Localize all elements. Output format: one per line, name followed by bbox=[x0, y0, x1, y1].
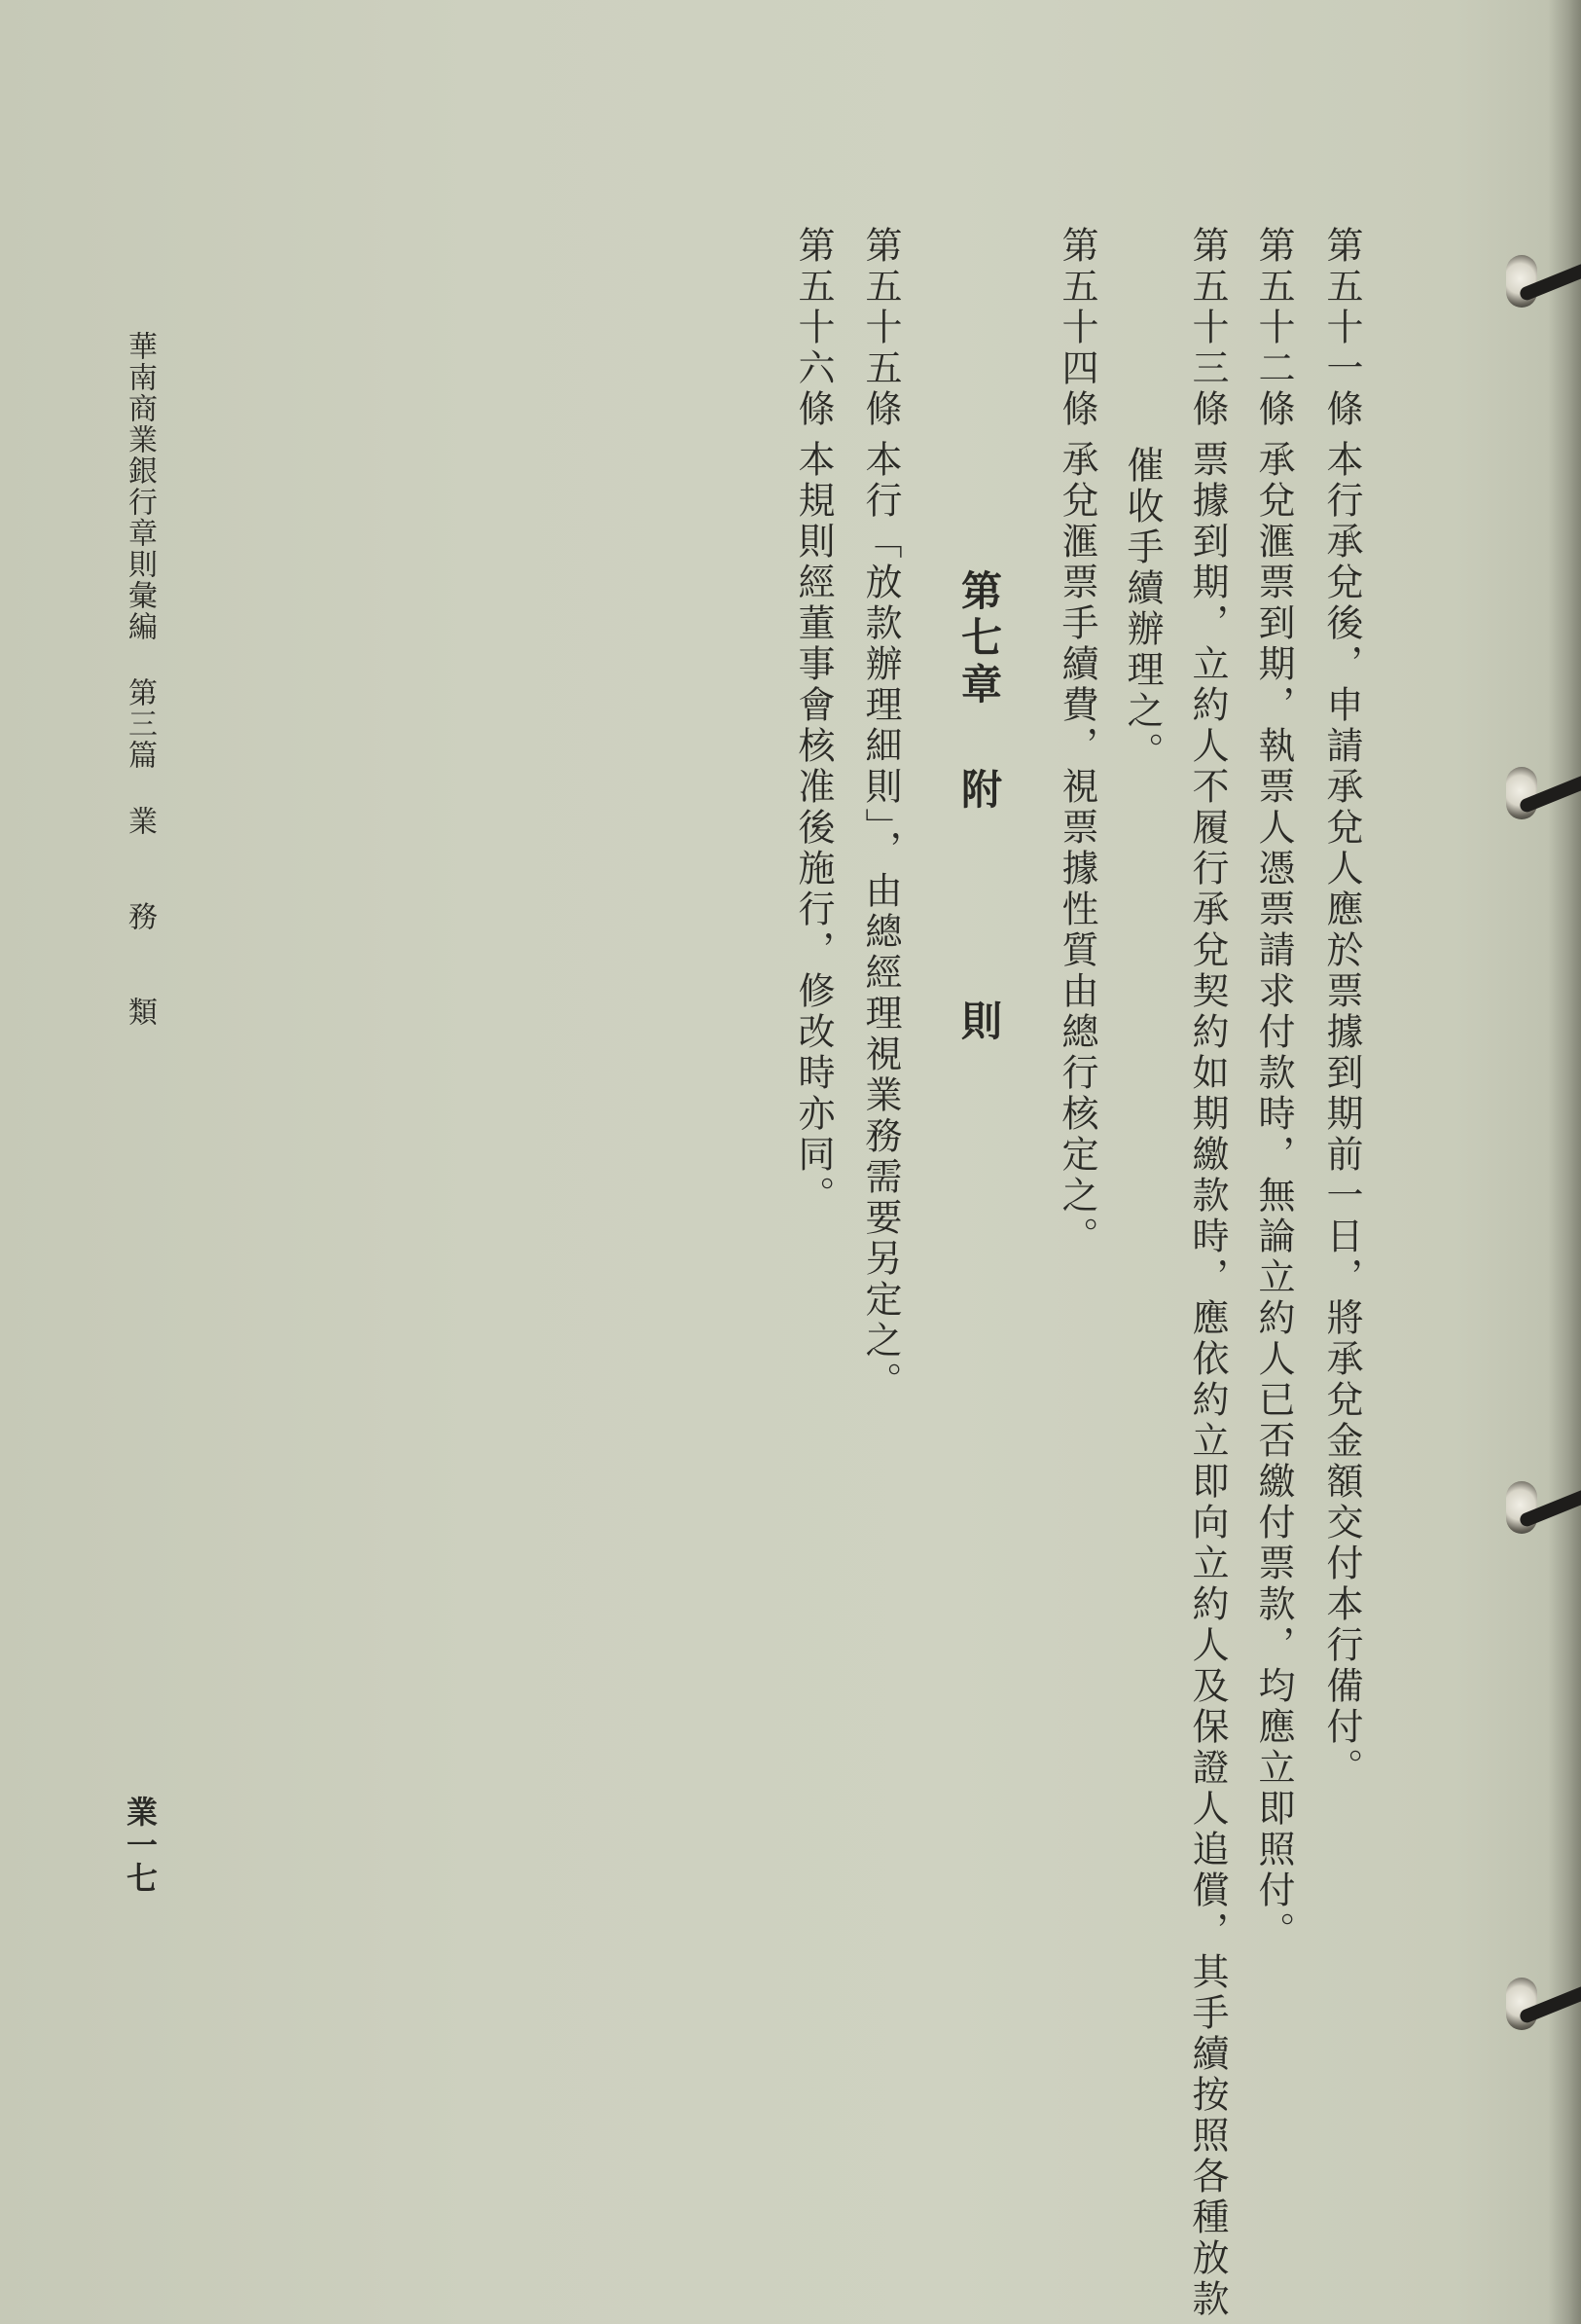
book-title: 華南商業銀行章則彙編 bbox=[123, 331, 157, 642]
chapter-title-char-2: 則 bbox=[955, 999, 1003, 1046]
chapter-number: 第七章 bbox=[955, 569, 1003, 709]
article-55 bbox=[859, 226, 902, 1402]
article-54 bbox=[1056, 226, 1098, 1257]
article-text: 本行「放款辦理細則」，由總經理視業務需要另定之。 bbox=[859, 440, 902, 1402]
page-number: 業一七 bbox=[122, 1796, 159, 1895]
article-text: 票據到期，立約人不履行承兌契約如期繳款時，應依約立即向立約人及保證人追償，其手續按照各種放款 bbox=[1186, 440, 1229, 2320]
chapter-title-char-1: 附 bbox=[955, 768, 1003, 815]
article-number: 第五十二條 bbox=[1252, 226, 1295, 430]
article-text: 承兌滙票手續費，視票據性質由總行核定之。 bbox=[1056, 440, 1098, 1257]
article-number: 第五十五條 bbox=[859, 226, 902, 430]
binding-hole bbox=[1506, 767, 1537, 819]
category-char-2: 務 bbox=[123, 901, 157, 932]
article-52 bbox=[1252, 226, 1295, 1952]
article-number: 第五十四條 bbox=[1056, 226, 1098, 430]
article-number: 第五十六條 bbox=[792, 226, 835, 430]
article-text: 承兌滙票到期，執票人憑票請求付款時，無論立約人已否繳付票款，均應立即照付。 bbox=[1252, 440, 1295, 1952]
binding-hole bbox=[1506, 255, 1537, 308]
category-char-3: 類 bbox=[123, 997, 157, 1028]
page-edge-shadow bbox=[1548, 0, 1581, 2324]
category-char-1: 業 bbox=[123, 806, 157, 837]
article-number: 第五十三條 bbox=[1186, 226, 1229, 430]
article-number: 第五十一條 bbox=[1320, 226, 1363, 430]
binding-hole bbox=[1506, 1481, 1537, 1534]
chapter-heading bbox=[955, 569, 1003, 1046]
article-text: 催收手續辦理之。 bbox=[1121, 446, 1164, 773]
article-53-continuation bbox=[1121, 446, 1164, 773]
article-56 bbox=[792, 226, 835, 1216]
binding-hole bbox=[1506, 1978, 1537, 2030]
article-53 bbox=[1186, 226, 1229, 2320]
article-text: 本行承兌後，申請承兌人應於票據到期前一日，將承兌金額交付本行備付。 bbox=[1320, 440, 1363, 1789]
article-51 bbox=[1320, 226, 1363, 1789]
section-title: 第三篇 bbox=[123, 677, 157, 771]
running-header bbox=[123, 331, 157, 1028]
article-text: 本規則經董事會核准後施行，修改時亦同。 bbox=[792, 440, 835, 1216]
